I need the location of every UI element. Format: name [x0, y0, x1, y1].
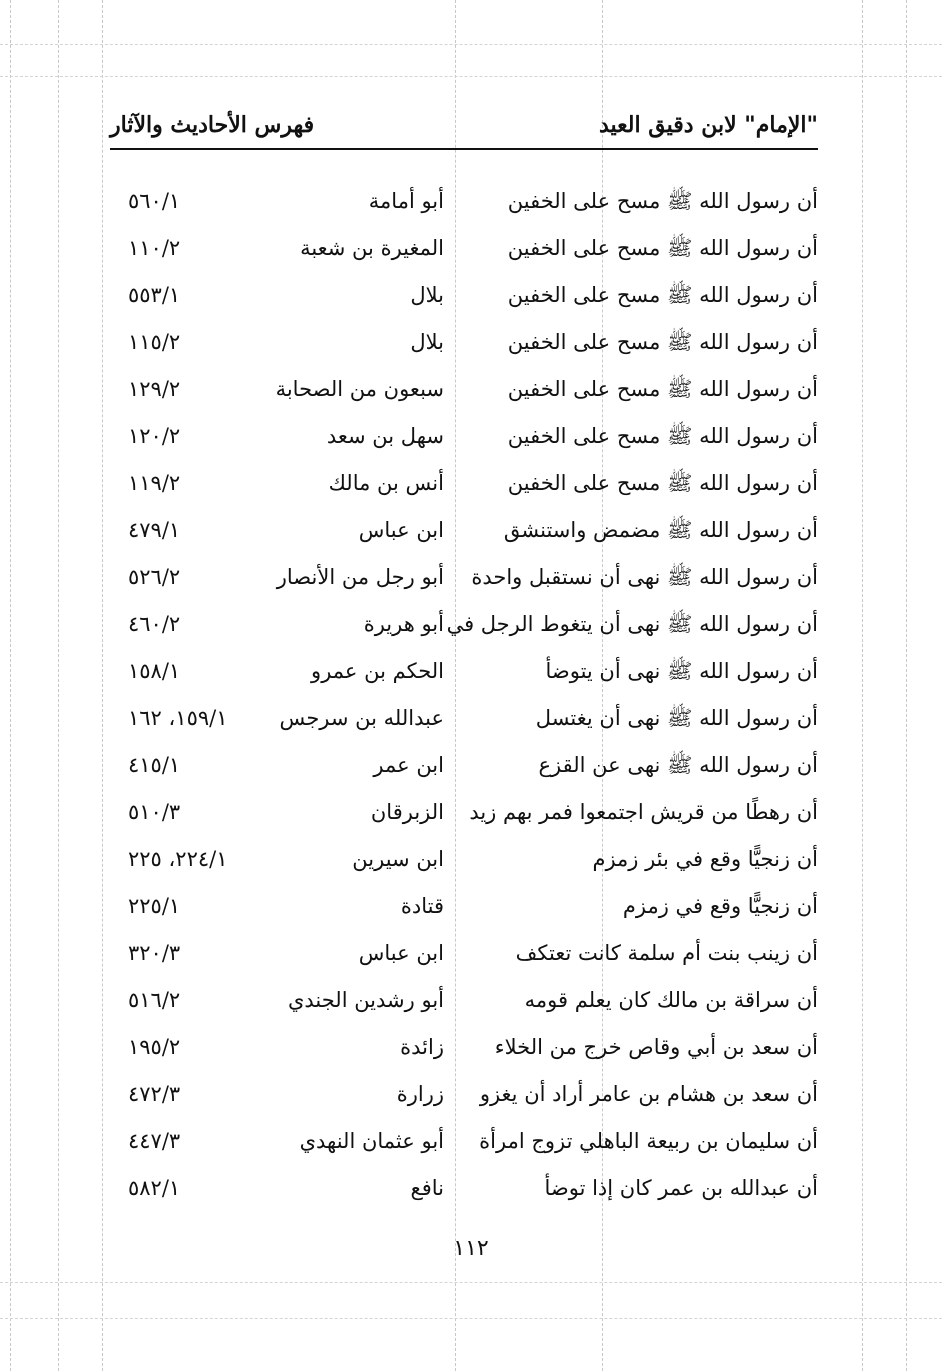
index-row	[0, 648, 942, 695]
index-row	[0, 789, 942, 836]
volume-page-ref: ٥٦٠/١	[128, 189, 181, 213]
index-row	[0, 225, 942, 272]
narrator-name: سهل بن سعد	[326, 424, 444, 448]
index-row	[0, 507, 942, 554]
volume-page-ref: ١١٠/٢	[128, 236, 181, 260]
index-row	[0, 930, 942, 977]
index-table	[0, 178, 942, 1212]
volume-page-ref: ٤٧٩/١	[128, 518, 181, 542]
index-row	[0, 554, 942, 601]
index-row	[0, 1165, 942, 1212]
index-row	[0, 695, 942, 742]
hadith-text: أن سراقة بن مالك كان يعلم قومه	[524, 988, 818, 1012]
index-row	[0, 1071, 942, 1118]
narrator-name: بلال	[410, 283, 444, 307]
volume-page-ref: ١١٩/٢	[128, 471, 181, 495]
hadith-text: أن رسول الله ﷺ مسح على الخفين	[507, 471, 818, 495]
index-row	[0, 977, 942, 1024]
narrator-name: الزبرقان	[370, 800, 444, 824]
volume-page-ref: ١٥٨/١	[128, 659, 181, 683]
hadith-text: أن رسول الله ﷺ مسح على الخفين	[507, 424, 818, 448]
index-row	[0, 742, 942, 789]
volume-page-ref: ٥١٠/٣	[128, 800, 181, 824]
volume-page-ref: ١١٥/٢	[128, 330, 181, 354]
narrator-name: زرارة	[396, 1082, 444, 1106]
hadith-text: أن رسول الله ﷺ مسح على الخفين	[507, 330, 818, 354]
volume-page-ref: ٥٨٢/١	[128, 1176, 181, 1200]
volume-page-ref: ١٢٠/٢	[128, 424, 181, 448]
volume-page-ref: ٣٢٠/٣	[128, 941, 181, 965]
narrator-name: ابن عباس	[358, 941, 444, 965]
hadith-text: أن عبدالله بن عمر كان إذا توضأ	[544, 1176, 818, 1200]
hadith-text: أن رسول الله ﷺ نهى عن القزع	[538, 753, 818, 777]
scan-guide-line	[0, 44, 942, 45]
narrator-name: سبعون من الصحابة	[275, 377, 444, 401]
volume-page-ref: ٥١٦/٢	[128, 988, 181, 1012]
narrator-name: أبو عثمان النهدي	[299, 1129, 444, 1153]
narrator-name: نافع	[410, 1176, 444, 1200]
narrator-name: ابن سيرين	[352, 847, 444, 871]
volume-page-ref: ١٢٩/٢	[128, 377, 181, 401]
narrator-name: أبو أمامة	[368, 189, 444, 213]
index-row	[0, 1024, 942, 1071]
index-row	[0, 413, 942, 460]
index-row	[0, 460, 942, 507]
index-row	[0, 366, 942, 413]
page-number: ١١٢	[453, 1236, 489, 1261]
hadith-text: أن رسول الله ﷺ مسح على الخفين	[507, 377, 818, 401]
hadith-text: أن رسول الله ﷺ نهى أن نستقبل واحدة	[471, 565, 818, 589]
narrator-name: ابن عباس	[358, 518, 444, 542]
index-row	[0, 601, 942, 648]
volume-page-ref: ٢٢٤/١، ٢٢٥	[128, 847, 228, 871]
scan-guide-line	[0, 76, 942, 77]
hadith-text: أن رسول الله ﷺ مسح على الخفين	[507, 189, 818, 213]
narrator-name: قتادة	[400, 894, 444, 918]
index-row	[0, 319, 942, 366]
narrator-name: زائدة	[400, 1035, 444, 1059]
narrator-name: عبدالله بن سرجس	[279, 706, 444, 730]
narrator-name: المغيرة بن شعبة	[300, 236, 444, 260]
volume-page-ref: ٤٧٢/٣	[128, 1082, 181, 1106]
volume-page-ref: ١٩٥/٢	[128, 1035, 181, 1059]
narrator-name: أبو هريرة	[363, 612, 444, 636]
book-title: "الإمام" لابن دقيق العيد	[598, 112, 818, 138]
hadith-text: أن زنجيًّا وقع في زمزم	[622, 894, 818, 918]
running-header	[110, 108, 818, 150]
volume-page-ref: ١٥٩/١، ١٦٢	[128, 706, 228, 730]
narrator-name: الحكم بن عمرو	[311, 659, 444, 683]
index-row	[0, 883, 942, 930]
index-row	[0, 836, 942, 883]
narrator-name: أنس بن مالك	[328, 471, 444, 495]
hadith-text: أن رسول الله ﷺ نهى أن يتوضأ	[545, 659, 818, 683]
volume-page-ref: ٤١٥/١	[128, 753, 181, 777]
index-row	[0, 272, 942, 319]
narrator-name: أبو رجل من الأنصار	[276, 565, 444, 589]
hadith-text: أن سعد بن أبي وقاص خرج من الخلاء	[494, 1035, 818, 1059]
hadith-text: أن زينب بنت أم سلمة كانت تعتكف	[515, 941, 818, 965]
hadith-text: أن رسول الله ﷺ نهى أن يتغوط الرجل في	[446, 612, 818, 636]
volume-page-ref: ٥٢٦/٢	[128, 565, 181, 589]
index-title: فهرس الأحاديث والآثار	[110, 112, 315, 138]
hadith-text: أن زنجيًّا وقع في بئر زمزم	[592, 847, 818, 871]
index-row	[0, 178, 942, 225]
volume-page-ref: ٤٦٠/٢	[128, 612, 181, 636]
scan-guide-line	[0, 1282, 942, 1283]
hadith-text: أن سعد بن هشام بن عامر أراد أن يغزو	[479, 1082, 818, 1106]
volume-page-ref: ٥٥٣/١	[128, 283, 181, 307]
hadith-text: أن رهطًا من قريش اجتمعوا فمر بهم زيد	[469, 800, 818, 824]
hadith-text: أن رسول الله ﷺ مسح على الخفين	[507, 283, 818, 307]
hadith-text: أن رسول الله ﷺ نهى أن يغتسل	[535, 706, 818, 730]
volume-page-ref: ٤٤٧/٣	[128, 1129, 181, 1153]
index-row	[0, 1118, 942, 1165]
hadith-text: أن رسول الله ﷺ مسح على الخفين	[507, 236, 818, 260]
narrator-name: ابن عمر	[373, 753, 444, 777]
narrator-name: بلال	[410, 330, 444, 354]
scan-guide-line	[0, 1318, 942, 1319]
volume-page-ref: ٢٢٥/١	[128, 894, 181, 918]
hadith-text: أن سليمان بن ربيعة الباهلي تزوج امرأة	[479, 1129, 818, 1153]
hadith-text: أن رسول الله ﷺ مضمض واستنشق	[503, 518, 818, 542]
narrator-name: أبو رشدين الجندي	[287, 988, 444, 1012]
